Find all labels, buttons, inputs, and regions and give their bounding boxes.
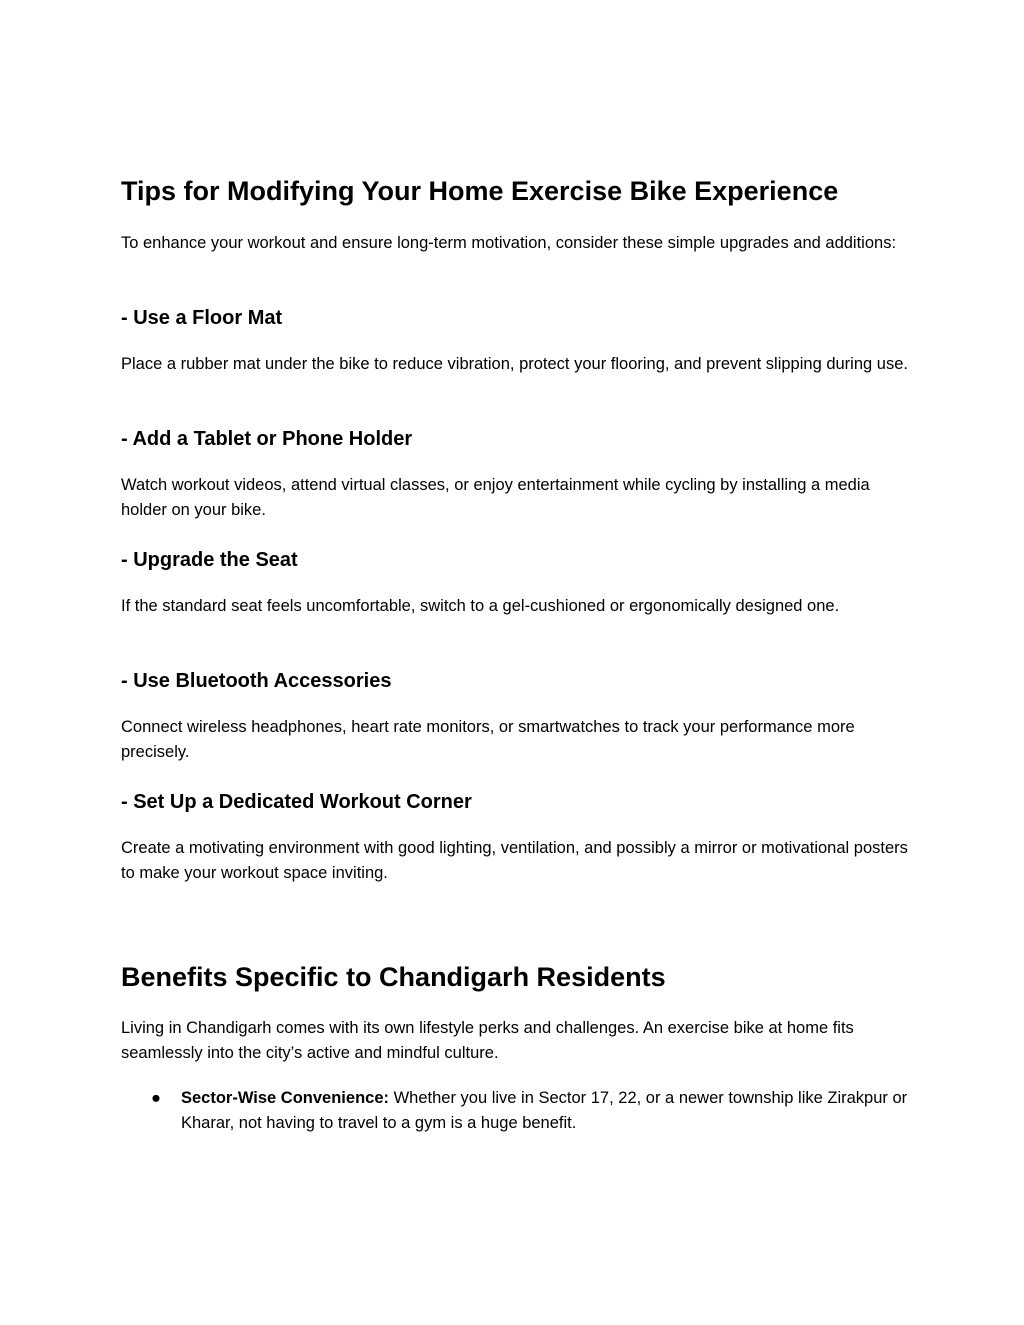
list-item-body: Whether you live in Sector 17, 22, or a newer township like Zirakpur or Kharar, not having to travel to a gym is a huge benefit. bbox=[181, 1089, 908, 1132]
section-title-benefits: Benefits Specific to Chandigarh Residents bbox=[121, 962, 666, 992]
tip-body-upgrade-seat: If the standard seat feels uncomfortable, switch to a gel-cushioned or ergonomically designed one. bbox=[121, 597, 840, 615]
list-item-text bbox=[181, 1086, 911, 1135]
tip-body-bluetooth: Connect wireless headphones, heart rate monitors, or smartwatches to track your performance more precisely. bbox=[121, 718, 855, 761]
section-intro-benefits: Living in Chandigarh comes with its own lifestyle perks and challenges. An exercise bike at home fits seamlessly into the city’s active and mindful culture. bbox=[121, 1019, 854, 1062]
tip-body-workout-corner: Create a motivating environment with good lighting, ventilation, and possibly a mirror or motivational posters to make your workout space inviting. bbox=[121, 839, 908, 882]
tip-heading-tablet-holder: - Add a Tablet or Phone Holder bbox=[121, 428, 413, 450]
tip-body-floor-mat: Place a rubber mat under the bike to reduce vibration, protect your flooring, and prevent slipping during use. bbox=[121, 355, 908, 373]
tip-body-tablet-holder: Watch workout videos, attend virtual classes, or enjoy entertainment while cycling by installing a media holder on your bike. bbox=[121, 476, 870, 519]
bullet-icon: ● bbox=[151, 1089, 161, 1107]
tip-heading-upgrade-seat: - Upgrade the Seat bbox=[121, 549, 298, 571]
tip-heading-workout-corner: - Set Up a Dedicated Workout Corner bbox=[121, 791, 472, 813]
section-intro-tips: To enhance your workout and ensure long-term motivation, consider these simple upgrades and additions: bbox=[121, 234, 897, 252]
list-item-label: Sector-Wise Convenience: bbox=[181, 1089, 389, 1107]
section-title-tips: Tips for Modifying Your Home Exercise Bike Experience bbox=[121, 176, 839, 206]
tip-heading-bluetooth: - Use Bluetooth Accessories bbox=[121, 670, 392, 692]
tip-heading-floor-mat: - Use a Floor Mat bbox=[121, 307, 283, 329]
